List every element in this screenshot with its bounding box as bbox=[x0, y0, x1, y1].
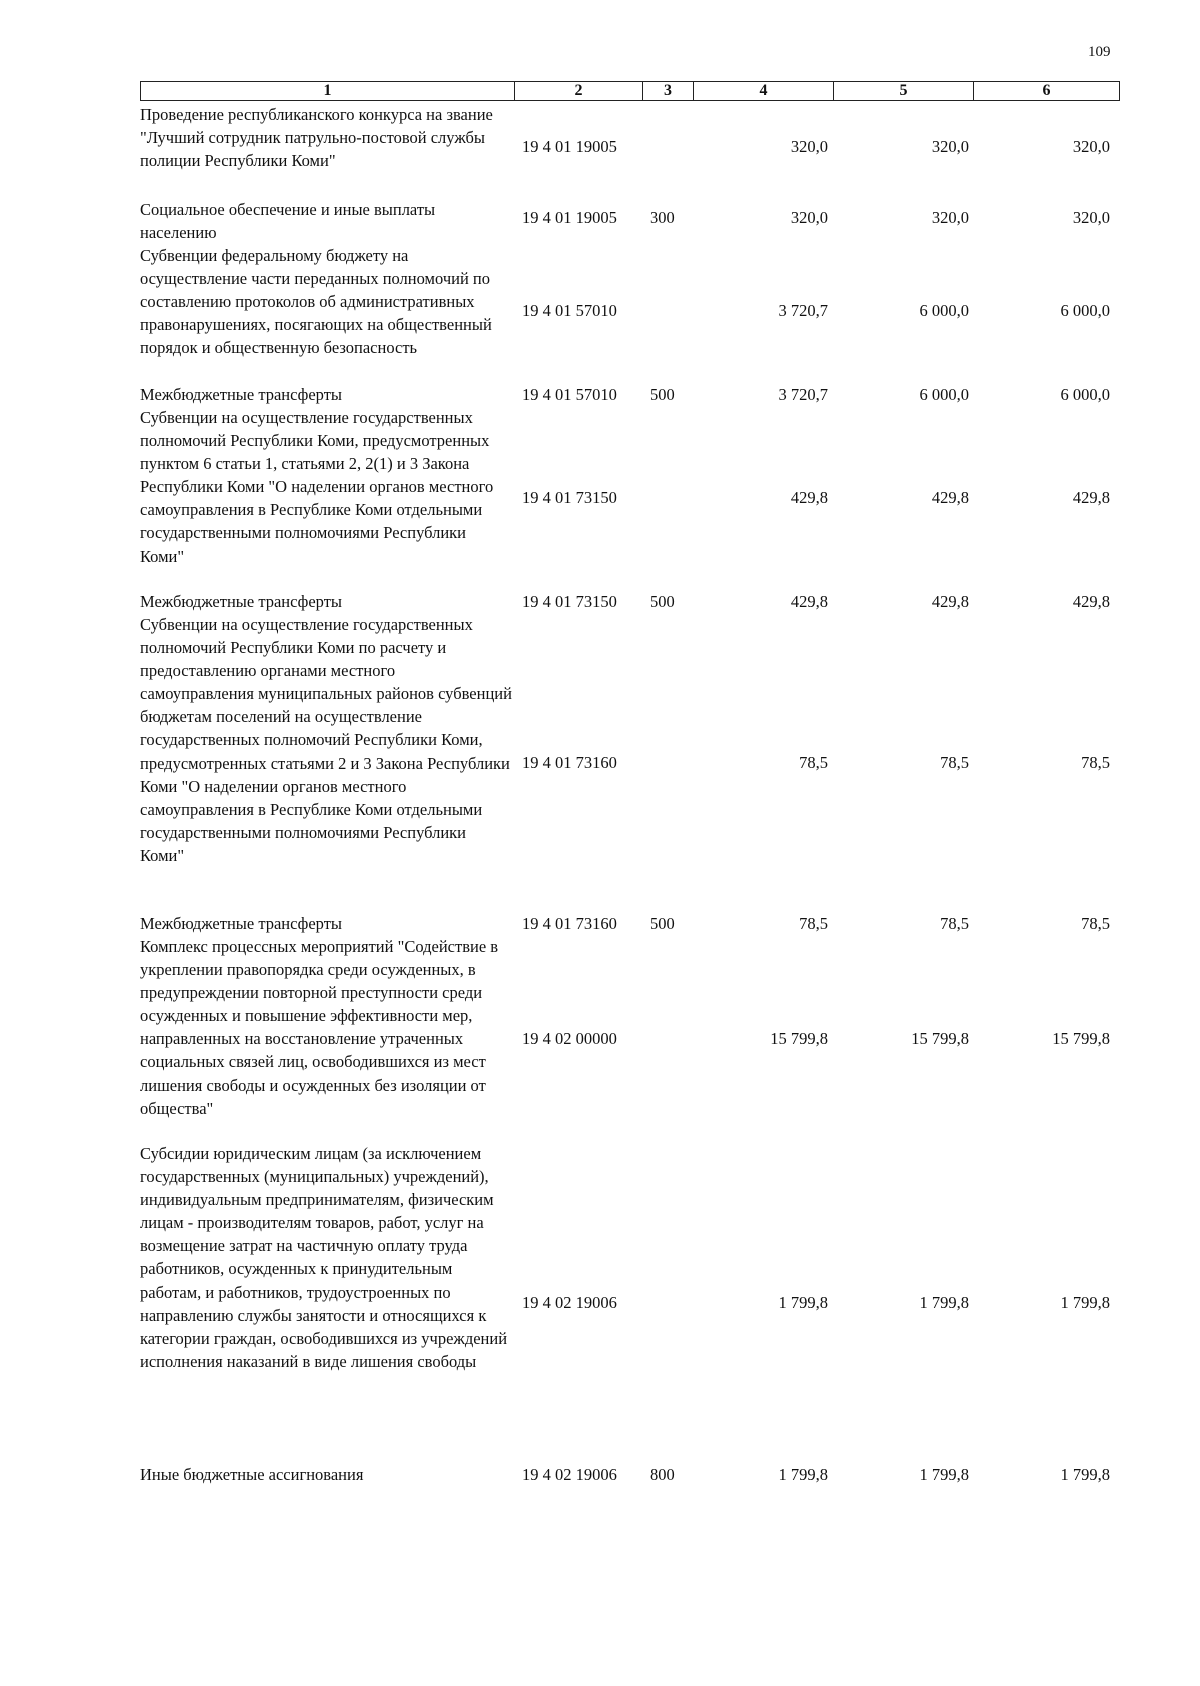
row-name: Комплекс процессных мероприятий "Содействие в укреплении правопорядка среди осужденных, в предупреждении повторной преступности среди осужденных и повышение эффективности мер, направленных на восстановление утраченных социальных связей лиц, освободившихся из мест лишения свободы и осужденных без изоляции от общества" bbox=[140, 937, 499, 1118]
row-value-4: 78,5 bbox=[799, 753, 828, 772]
row-value-5: 1 799,8 bbox=[919, 1465, 969, 1484]
row-type: 500 bbox=[650, 385, 675, 404]
row-value-5: 6 000,0 bbox=[919, 385, 969, 404]
row-value-4: 3 720,7 bbox=[778, 385, 828, 404]
page-number: 109 bbox=[1088, 44, 1111, 60]
row-value-6: 78,5 bbox=[1081, 753, 1110, 772]
row-value-4: 1 799,8 bbox=[778, 1293, 828, 1312]
row-code: 19 4 02 19006 bbox=[522, 1465, 617, 1484]
row-value-5: 429,8 bbox=[931, 488, 969, 507]
row-value-5: 1 799,8 bbox=[919, 1293, 969, 1312]
row-value-6: 1 799,8 bbox=[1060, 1465, 1110, 1484]
row-name: Межбюджетные трансферты bbox=[140, 385, 343, 404]
row-value-4: 429,8 bbox=[790, 592, 828, 611]
row-name: Проведение республиканского конкурса на звание "Лучший сотрудник патрульно-постовой службы полиции Республики Коми" bbox=[140, 105, 493, 171]
row-value-4: 78,5 bbox=[799, 914, 828, 933]
row-value-5: 320,0 bbox=[931, 208, 969, 227]
row-value-6: 6 000,0 bbox=[1060, 301, 1110, 320]
row-value-4: 429,8 bbox=[790, 488, 828, 507]
column-header-4: 4 bbox=[694, 82, 834, 100]
column-header-3: 3 bbox=[643, 82, 694, 100]
row-type: 800 bbox=[650, 1465, 675, 1484]
row-value-4: 3 720,7 bbox=[778, 301, 828, 320]
row-value-6: 320,0 bbox=[1072, 137, 1110, 156]
row-code: 19 4 01 73150 bbox=[522, 592, 617, 611]
column-header-6: 6 bbox=[1042, 82, 1051, 99]
row-value-5: 429,8 bbox=[931, 592, 969, 611]
row-code: 19 4 01 73160 bbox=[522, 753, 617, 772]
row-type: 300 bbox=[650, 208, 675, 227]
row-name: Межбюджетные трансферты bbox=[140, 914, 343, 933]
row-value-6: 429,8 bbox=[1072, 488, 1110, 507]
row-code: 19 4 01 73150 bbox=[522, 488, 617, 507]
row-value-5: 78,5 bbox=[940, 753, 969, 772]
row-value-6: 78,5 bbox=[1081, 914, 1110, 933]
row-type: 500 bbox=[650, 914, 675, 933]
column-header-1: 1 bbox=[141, 82, 515, 100]
row-code: 19 4 01 19005 bbox=[522, 208, 617, 227]
row-value-6: 320,0 bbox=[1072, 208, 1110, 227]
row-value-5: 320,0 bbox=[931, 137, 969, 156]
row-value-6: 1 799,8 bbox=[1060, 1293, 1110, 1312]
row-name: Субвенции на осуществление государственных полномочий Республики Коми по расчету и предоставлению органами местного самоуправления муниципальных районов субвенций бюджетам поселений на осуществление государственных полномочий Республики Коми, предусмотренных статьями 2 и 3 Закона Республики Коми "О наделении органов местного самоуправления в Республике Коми отдельными государственными полномочиями Республики Коми" bbox=[140, 615, 512, 865]
column-header-2: 2 bbox=[515, 82, 643, 100]
row-value-4: 1 799,8 bbox=[778, 1465, 828, 1484]
row-value-4: 320,0 bbox=[790, 137, 828, 156]
row-value-4: 320,0 bbox=[790, 208, 828, 227]
row-value-5: 78,5 bbox=[940, 914, 969, 933]
row-name: Субсидии юридическим лицам (за исключением государственных (муниципальных) учреждений), индивидуальным предпринимателям, физическим лицам - производителям товаров, работ, услуг на возмещение затрат на частичную оплату труда работников, осужденных к принудительным работам, и работников, трудоустроенных по направлению службы занятости и относящихся к категории граждан, освободившихся из учреждений исполнения наказаний в виде лишения свободы bbox=[140, 1144, 508, 1371]
row-value-6: 429,8 bbox=[1072, 592, 1110, 611]
row-code: 19 4 01 57010 bbox=[522, 385, 617, 404]
row-value-5: 15 799,8 bbox=[911, 1029, 969, 1048]
row-value-6: 6 000,0 bbox=[1060, 385, 1110, 404]
row-name: Иные бюджетные ассигнования bbox=[140, 1465, 364, 1484]
row-name: Социальное обеспечение и иные выплаты населению bbox=[140, 200, 436, 243]
row-name: Субвенции федеральному бюджету на осуществление части переданных полномочий по составлению протоколов об административных правонарушениях, посягающих на общественный порядок и общественную безопасность bbox=[140, 246, 492, 358]
row-code: 19 4 01 19005 bbox=[522, 137, 617, 156]
column-header-5: 5 bbox=[834, 82, 974, 100]
row-type: 500 bbox=[650, 592, 675, 611]
row-value-6: 15 799,8 bbox=[1052, 1029, 1110, 1048]
row-name: Субвенции на осуществление государственных полномочий Республики Коми, предусмотренных пунктом 6 статьи 1, статьями 2, 2(1) и 3 Закона Республики Коми "О наделении органов местного самоуправления в Республике Коми отдельными государственными полномочиями Республики Коми" bbox=[140, 408, 494, 566]
row-value-5: 6 000,0 bbox=[919, 301, 969, 320]
row-code: 19 4 01 73160 bbox=[522, 914, 617, 933]
row-value-4: 15 799,8 bbox=[770, 1029, 828, 1048]
row-code: 19 4 02 00000 bbox=[522, 1029, 617, 1048]
row-code: 19 4 01 57010 bbox=[522, 301, 617, 320]
row-name: Межбюджетные трансферты bbox=[140, 592, 343, 611]
row-code: 19 4 02 19006 bbox=[522, 1293, 617, 1312]
